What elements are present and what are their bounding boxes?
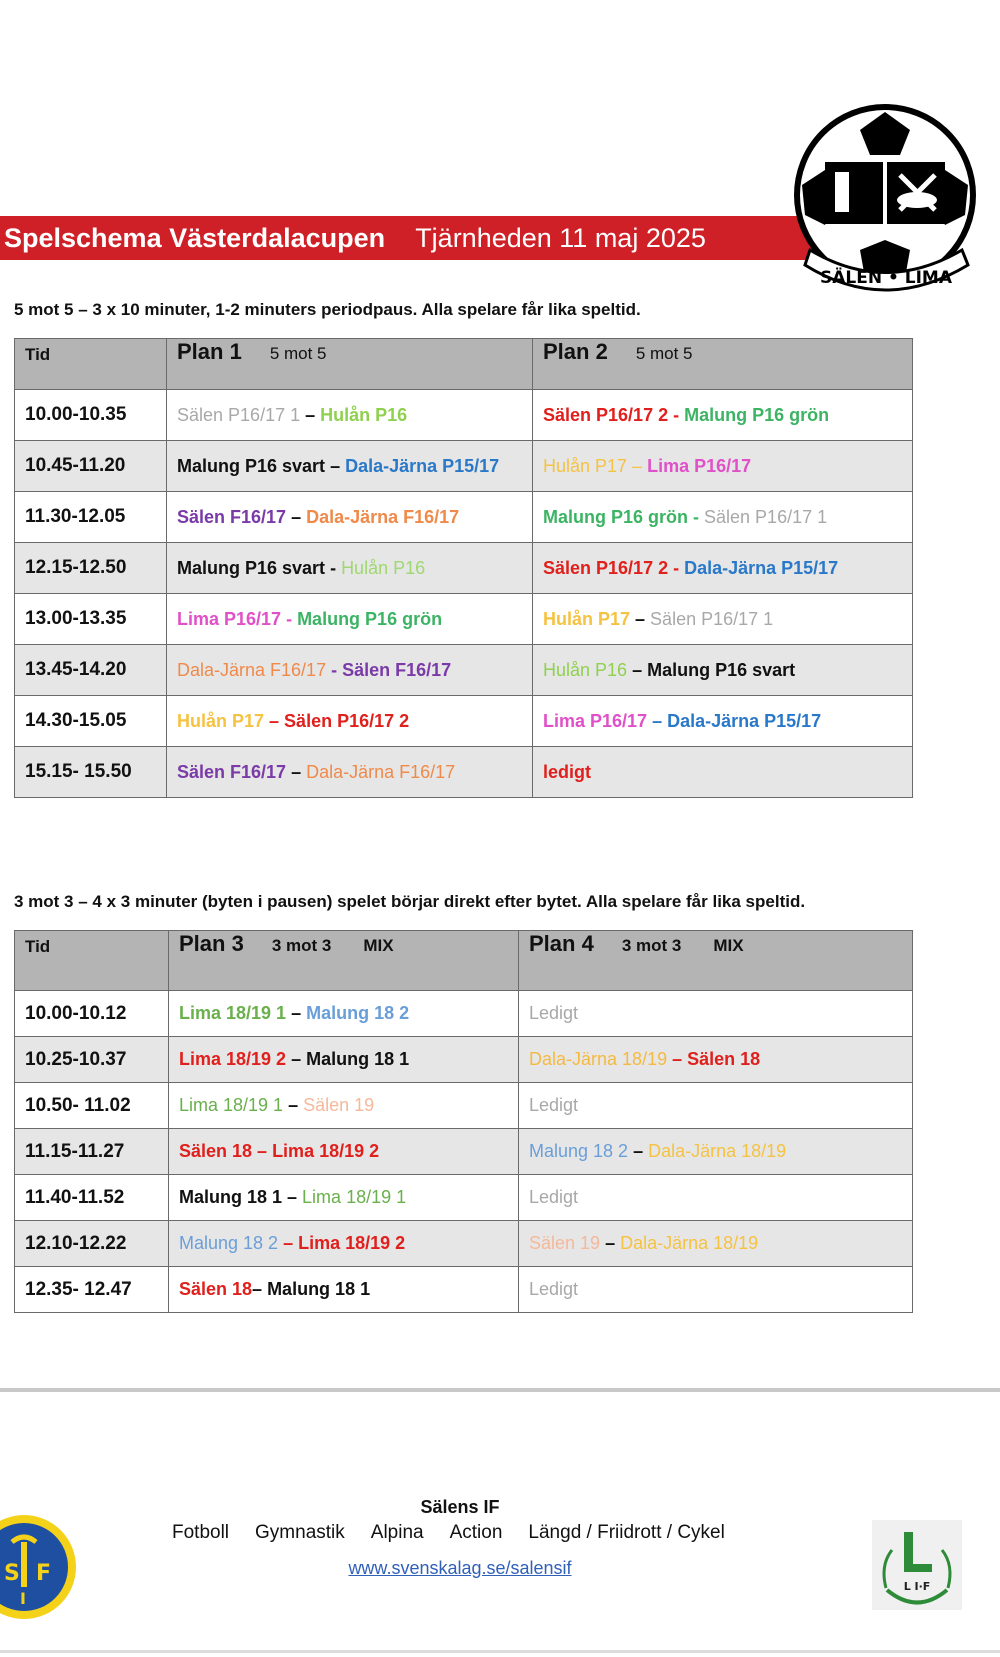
team-name: Sälen F16/17 <box>177 761 287 782</box>
activity-item: Action <box>449 1522 503 1543</box>
time-cell: 12.15-12.50 <box>15 543 167 594</box>
team-name: Malung P16 grön <box>543 506 689 527</box>
footer-org-name: Sälens IF <box>420 1497 500 1517</box>
schedule-table-3v3 <box>14 930 913 1313</box>
team-name: Dala-Järna P15/17 <box>684 557 839 578</box>
table-row <box>15 1083 913 1129</box>
time-cell: 15.15- 15.50 <box>15 747 167 798</box>
team-name: Malung 18 2 <box>306 1003 410 1023</box>
match-separator: – <box>647 710 668 731</box>
team-name: Ledigt <box>529 1187 579 1207</box>
match-separator: – <box>252 1141 273 1161</box>
team-name: Malung P16 svart <box>647 659 796 680</box>
match-cell-p1 <box>167 492 533 543</box>
match-cell-p4 <box>519 1083 913 1129</box>
footer-bottom-divider <box>0 1650 1000 1653</box>
match-cell-p1 <box>167 645 533 696</box>
match-separator: – <box>325 455 346 476</box>
team-name: Sälen P16/17 1 <box>177 404 301 425</box>
match-cell-p1 <box>167 390 533 441</box>
team-name: Lima 18/19 1 <box>179 1095 284 1115</box>
match-separator: – <box>300 404 321 425</box>
sif-letter-f: F <box>36 1561 52 1586</box>
team-name: Malung P16 svart <box>177 557 326 578</box>
team-name: Sälen 18 <box>179 1279 253 1299</box>
team-name: Malung P16 grön <box>684 404 830 425</box>
table-row <box>15 1267 913 1313</box>
table-row <box>15 645 913 696</box>
match-separator: - <box>688 506 705 527</box>
activity-item: Längd / Friidrott / Cykel <box>528 1522 725 1543</box>
team-name: Ledigt <box>529 1003 579 1023</box>
time-cell: 13.45-14.20 <box>15 645 167 696</box>
match-separator: - <box>668 404 685 425</box>
match-separator: – <box>278 1233 299 1253</box>
footer-website-link[interactable]: www.svenskalag.se/salensif <box>348 1558 572 1578</box>
match-separator: - <box>325 557 342 578</box>
team-name: Dala-Järna F16/17 <box>177 659 327 680</box>
team-name: ledigt <box>543 761 591 782</box>
club-logo-icon <box>790 100 980 310</box>
time-cell: 14.30-15.05 <box>15 696 167 747</box>
match-cell-p3 <box>169 1083 519 1129</box>
match-cell-p4 <box>519 1129 913 1175</box>
table-row <box>15 441 913 492</box>
time-cell: 10.00-10.35 <box>15 390 167 441</box>
team-name: Malung 18 1 <box>267 1279 371 1299</box>
header-bar <box>0 216 830 260</box>
team-name: Sälen 18 <box>687 1049 761 1069</box>
match-cell-p2 <box>533 747 913 798</box>
match-cell-p2 <box>533 492 913 543</box>
time-cell: 10.00-10.12 <box>15 991 169 1037</box>
team-name: Malung 18 2 <box>179 1233 279 1253</box>
time-cell: 11.15-11.27 <box>15 1129 169 1175</box>
time-cell: 11.40-11.52 <box>15 1175 169 1221</box>
match-separator: – <box>283 1095 304 1115</box>
team-name: Sälen 19 <box>529 1233 601 1253</box>
time-cell: 12.35- 12.47 <box>15 1267 169 1313</box>
match-cell-p2 <box>533 645 913 696</box>
page-title: Spelschema Västerdalacupen <box>4 222 386 253</box>
team-name: Lima 18/19 2 <box>179 1049 287 1069</box>
match-cell-p2 <box>533 594 913 645</box>
match-cell-p3 <box>169 1267 519 1313</box>
team-name: Hulån P16 <box>543 659 628 680</box>
match-cell-p4 <box>519 1267 913 1313</box>
team-name: Hulån P16 <box>320 404 408 425</box>
team-name: Lima P16/17 <box>647 455 752 476</box>
team-name: Hulån P16 <box>341 557 426 578</box>
team-name: Malung P16 grön <box>297 608 443 629</box>
col-header-time: Tid <box>15 931 169 991</box>
time-cell: 13.00-13.35 <box>15 594 167 645</box>
match-separator: – <box>628 1141 649 1161</box>
team-name: Dala-Järna P15/17 <box>667 710 822 731</box>
match-cell-p4 <box>519 1221 913 1267</box>
team-name: Sälen 18 <box>179 1141 253 1161</box>
team-name: Lima 18/19 2 <box>272 1141 380 1161</box>
sif-letter-i: I <box>20 1589 26 1608</box>
match-cell-p1 <box>167 696 533 747</box>
sif-letter-s: S <box>4 1561 20 1586</box>
team-name: Sälen F16/17 <box>177 506 287 527</box>
activity-item: Fotboll <box>172 1522 230 1543</box>
team-name: Lima P16/17 <box>543 710 648 731</box>
match-cell-p2 <box>533 543 913 594</box>
match-cell-p4 <box>519 1175 913 1221</box>
table-row <box>15 1037 913 1083</box>
match-separator: – <box>667 1049 688 1069</box>
team-name: Malung 18 1 <box>179 1187 283 1207</box>
match-cell-p3 <box>169 991 519 1037</box>
table-row <box>15 543 913 594</box>
time-cell: 10.25-10.37 <box>15 1037 169 1083</box>
match-cell-p1 <box>167 747 533 798</box>
match-cell-p3 <box>169 1129 519 1175</box>
table-row <box>15 991 913 1037</box>
match-separator: – <box>286 761 307 782</box>
match-separator: – <box>627 455 648 476</box>
team-name: Ledigt <box>529 1279 579 1299</box>
table-row <box>15 747 913 798</box>
time-cell: 10.45-11.20 <box>15 441 167 492</box>
team-name: Sälen P16/17 2 <box>284 710 410 731</box>
col-header-time: Tid <box>15 339 167 390</box>
col-header-plan4: Plan 4 3 mot 3 MIX <box>519 931 913 991</box>
team-name: Malung 18 2 <box>529 1141 629 1161</box>
team-name: Malung 18 1 <box>306 1049 410 1069</box>
col-header-plan2: Plan 2 5 mot 5 <box>533 339 913 390</box>
team-name: Lima 18/19 1 <box>179 1003 287 1023</box>
match-cell-p4 <box>519 1037 913 1083</box>
time-cell: 12.10-12.22 <box>15 1221 169 1267</box>
page-subtitle: Tjärnheden 11 maj 2025 <box>415 222 706 253</box>
match-cell-p3 <box>169 1221 519 1267</box>
col-header-plan1: Plan 1 5 mot 5 <box>167 339 533 390</box>
match-cell-p1 <box>167 594 533 645</box>
team-name: Sälen P16/17 1 <box>704 506 828 527</box>
activity-item: Gymnastik <box>255 1522 345 1543</box>
match-separator: – <box>264 710 285 731</box>
team-name: Sälen F16/17 <box>342 659 452 680</box>
match-separator: – <box>286 1049 307 1069</box>
footer-divider <box>0 1388 1000 1392</box>
team-name: Lima 18/19 2 <box>298 1233 406 1253</box>
match-separator: - <box>281 608 298 629</box>
team-name: Malung P16 svart <box>177 455 326 476</box>
team-name: Lima P16/17 <box>177 608 282 629</box>
match-separator: - <box>326 659 343 680</box>
match-separator: – <box>282 1187 303 1207</box>
schedule-table-5v5 <box>14 338 913 798</box>
match-separator: – <box>627 659 648 680</box>
team-name: Sälen 19 <box>303 1095 375 1115</box>
activity-item: Alpina <box>370 1522 424 1543</box>
team-name: Dala-Järna F16/17 <box>306 761 456 782</box>
match-separator: – <box>286 506 307 527</box>
match-cell-p2 <box>533 390 913 441</box>
match-cell-p3 <box>169 1175 519 1221</box>
team-name: Sälen P16/17 2 <box>543 404 669 425</box>
match-separator: – <box>630 608 651 629</box>
section2-note: 3 mot 3 – 4 x 3 minuter (byten i pausen) spelet börjar direkt efter bytet. Alla spelare får lika speltid. <box>14 892 806 911</box>
table-row <box>15 1221 913 1267</box>
table-row <box>15 1129 913 1175</box>
match-cell-p3 <box>169 1037 519 1083</box>
team-name: Lima 18/19 1 <box>302 1187 407 1207</box>
table-row <box>15 390 913 441</box>
match-separator: - <box>668 557 685 578</box>
table-row <box>15 1175 913 1221</box>
table-row <box>15 696 913 747</box>
lif-logo-icon <box>872 1520 962 1610</box>
team-name: Dala-Järna 18/19 <box>648 1141 787 1161</box>
match-cell-p2 <box>533 441 913 492</box>
table-row <box>15 594 913 645</box>
col-header-plan3: Plan 3 3 mot 3 MIX <box>169 931 519 991</box>
match-cell-p1 <box>167 543 533 594</box>
match-separator: – <box>600 1233 621 1253</box>
team-name: Dala-Järna F16/17 <box>306 506 460 527</box>
time-cell: 11.30-12.05 <box>15 492 167 543</box>
team-name: Dala-Järna 18/19 <box>529 1049 668 1069</box>
team-name: Ledigt <box>529 1095 579 1115</box>
time-cell: 10.50- 11.02 <box>15 1083 169 1129</box>
team-name: Hulån P17 <box>177 710 265 731</box>
match-separator: – <box>252 1279 268 1299</box>
table-row <box>15 492 913 543</box>
match-cell-p2 <box>533 696 913 747</box>
team-name: Sälen P16/17 1 <box>650 608 774 629</box>
match-cell-p1 <box>167 441 533 492</box>
team-name: Dala-Järna 18/19 <box>620 1233 759 1253</box>
team-name: Hulån P17 <box>543 608 631 629</box>
logo-text: SÄLEN • LIMA <box>819 268 953 288</box>
team-name: Dala-Järna P15/17 <box>345 455 500 476</box>
section1-note: 5 mot 5 – 3 x 10 minuter, 1-2 minuters periodpaus. Alla spelare får lika speltid. <box>14 300 641 319</box>
footer-activities <box>172 1522 751 1544</box>
team-name: Hulån P17 <box>543 455 628 476</box>
team-name: Sälen P16/17 2 <box>543 557 669 578</box>
match-cell-p4 <box>519 991 913 1037</box>
lif-logo-text: L I·F <box>903 1580 931 1593</box>
match-separator: – <box>286 1003 307 1023</box>
